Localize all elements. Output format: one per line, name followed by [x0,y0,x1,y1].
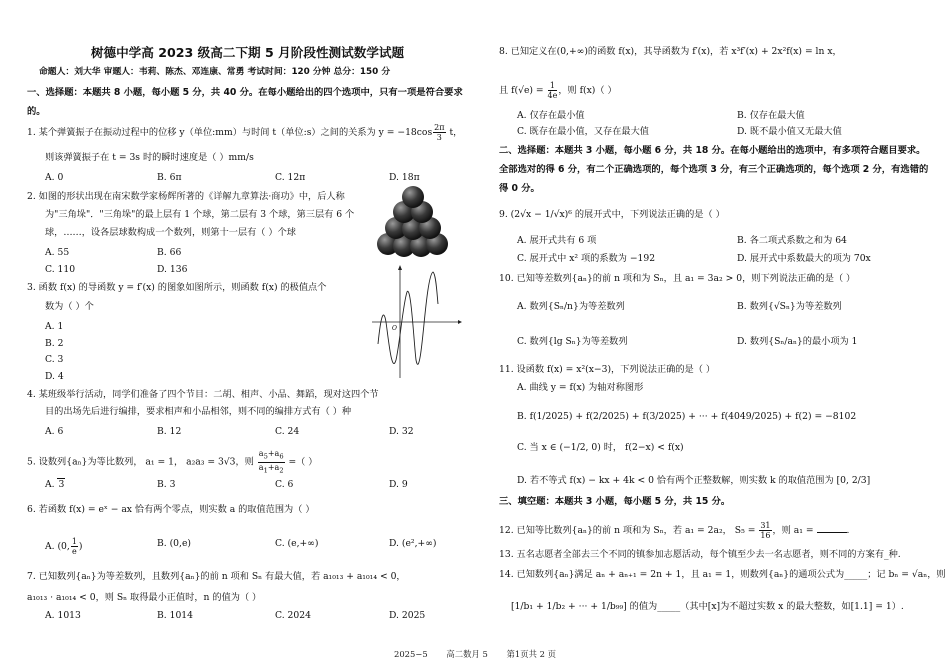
q10-option-c: C. 数列{lg Sₙ}为等差数列 [517,336,628,347]
q7-option-d: D. 2025 [389,610,426,621]
derivative-graph [370,264,462,380]
q2-line2: 为"三角垛"．"三角垛"的最上层有 1 个球，第二层有 3 个球，第三层有 6 个 [45,209,355,220]
q4-line2: 目的出场先后进行编排，要求相声和小品相邻，则不同的编排方式有（ ）种 [45,406,352,417]
q6-option-a: A. (0, $\frac{1}{e}$ ) [45,537,83,556]
q11-option-d: D. 若不等式 f(x) − kx + 4k < 0 恰有两个正整数解，则实数 k 的取值范围为 [0, 2/3] [517,475,871,486]
q8-option-c: C. 既存在最小值，又存在最大值 [517,126,649,137]
q4-option-c: C. 24 [275,426,300,437]
q6-option-c: C. (e,+∞) [275,538,319,549]
q4-option-d: D. 32 [389,426,414,437]
section-two-heading: 二、选择题：本题共 3 小题，每小题 6 分，共 18 分。在每小题给出的选项中，有多项符合题目要求。全部选对的得 6 分，有二个正确选项的，每个选项 3 分，有三个正确选项的，每个选项 2 分，有选错的得 0 分。 [499,145,929,194]
q3-option-c: C. 3 [45,354,64,365]
q9-line1: 9. (2√x − 1/√x)⁶ 的展开式中，下列说法正确的是（ ） [499,209,725,220]
q5-option-a: A. 3 [45,479,65,490]
q14-line1: 14. 已知数列{aₙ}满足 aₙ + aₙ₊₁ = 2n + 1，且 a₁ = 1，则数列{aₙ}的通项公式为_____；记 bₙ = √aₙ，则 [499,569,946,580]
q1-option-a: A. 0 [45,172,64,183]
q13-line1: 13. 五名志愿者全部去三个不同的镇参加志愿活动，每个镇至少去一名志愿者，则不同的方案有_种. [499,549,901,560]
q5-line1: 5. 设数列{aₙ}为等比数列， a₁ = 1， a₂a₃ = 3√3，则 $\frac{a_5+a_6}{a_1+a_2}$ =（ ） [27,449,318,475]
q7-line2: a₁₀₁₃ · a₁₀₁₄ < 0，则 Sₙ 取得最小正值时，n 的值为（ ） [27,592,262,603]
q1-option-c: C. 12π [275,172,306,183]
q6-option-d: D. (e²,+∞) [389,538,437,549]
page-title: 树德中学高 2023 级高二下期 5 月阶段性测试数学试题 [90,45,405,60]
q9-option-b: B. 各二项式系数之和为 64 [737,235,847,246]
q11-option-c: C. 当 x ∈ (−1/2, 0) 时， f(2−x) < f(x) [517,442,684,453]
q7-option-c: C. 2024 [275,610,311,621]
q10-option-a: A. 数列{Sₙ/n}为等差数列 [517,301,625,312]
page-footer [0,648,950,660]
stacked-balls-image [374,186,452,260]
q2-option-b: B. 66 [157,247,182,258]
q7-option-b: B. 1014 [157,610,193,621]
q3-option-b: B. 2 [45,338,64,349]
q1-line1: 1. 某个弹簧振子在振动过程中的位移 y（单位:mm）与时间 t（单位:s）之间的关系为 y = −18cos $\frac{2\pi}{3}$ t， [27,123,463,142]
q2-line3: 球，……，设各层球数构成一个数列，则第十一层有（ ）个球 [45,227,296,238]
q10-option-b: B. 数列{√Sₙ}为等差数列 [737,301,842,312]
q5-option-b: B. 3 [157,479,176,490]
q11-option-a: A. 曲线 y = f(x) 为轴对称图形 [517,382,644,393]
graph-origin-label: O [392,325,397,332]
footer-page: 第1页共 2 页 [506,649,556,659]
q4-option-a: A. 6 [45,426,64,437]
q1-option-d: D. 18π [389,172,420,183]
q8-line1: 8. 已知定义在(0,+∞)的函数 f(x)，其导函数为 f′(x)，若 x³f′(x) + 2x²f(x) = ln x， [499,46,842,57]
q3-option-a: A. 1 [45,321,64,332]
q8-option-d: D. 既不最小值又无最大值 [737,126,842,137]
q4-line1: 4. 某班级举行活动，同学们准备了四个节目：二胡、相声、小品、舞蹈，现对这四个节 [27,389,379,400]
footer-date: 2025−5 [394,649,428,659]
section-one-heading: 一、选择题：本题共 8 小题，每小题 5 分，共 40 分。在每小题给出的四个选项中，只有一项是符合要求的。 [27,87,463,117]
q6-option-b: B. (0,e) [157,538,191,549]
q9-option-a: A. 展开式共有 6 项 [517,235,597,246]
q11-option-b: B. f(1/2025) + f(2/2025) + f(3/2025) + ··· + f(4049/2025) + f(2) = −8102 [517,411,857,422]
q8-line2: 且 f(√e) = $\frac{1}{4e}$ ，则 f(x)（ ） [499,81,617,100]
q3-line1: 3. 函数 f(x) 的导函数 y = f′(x) 的图象如图所示，则函数 f(x) 的极值点个 [27,282,327,293]
q5-option-d: D. 9 [389,479,408,490]
q10-option-d: D. 数列{Sₙ/aₙ}的最小项为 1 [737,336,858,347]
q6-line1: 6. 若函数 f(x) = eˣ − ax 恰有两个零点，则实数 a 的取值范围为（ ） [27,504,315,515]
q8-option-a: A. 仅存在最小值 [517,110,585,121]
q2-option-d: D. 136 [157,264,188,275]
q7-line1: 7. 已知数列{aₙ}为等差数列，且数列{aₙ}的前 n 项和 Sₙ 有最大值，若 a₁₀₁₃ + a₁₀₁₄ < 0， [27,571,406,582]
q4-option-b: B. 12 [157,426,182,437]
q12-line1: 12. 已知等比数列{aₙ}的前 n 项和为 Sₙ，若 a₁ = 2a₂， S₅ = $\frac{31}{16}$ ，则 a₁ = . [499,521,850,540]
q3-option-d: D. 4 [45,371,64,382]
q9-option-d: D. 展开式中系数最大的项为 70x [737,253,871,264]
q1-line2: 则该弹簧振子在 t = 3s 时的瞬时速度是（ ）mm/s [45,152,254,163]
q2-option-a: A. 55 [45,247,70,258]
q2-line1: 2. 如图的形状出现在南宋数学家杨辉所著的《详解九章算法·商功》中，后人称 [27,191,345,202]
q11-line1: 11. 设函数 f(x) = x²(x−3)，下列说法正确的是（ ） [499,364,716,375]
q7-option-a: A. 1013 [45,610,81,621]
q9-option-c: C. 展开式中 x² 项的系数为 −192 [517,253,656,264]
q3-line2: 数为（ ）个 [45,301,94,312]
footer-class: 高二数月 5 [446,649,488,659]
q8-option-b: B. 仅存在最大值 [737,110,805,121]
q2-option-c: C. 110 [45,264,76,275]
q1-option-b: B. 6π [157,172,182,183]
exam-info: 命题人：刘大华 审题人：韦莉、陈杰、邓连康、常勇 考试时间：120 分钟 总分：150 分 [39,67,391,77]
section-three-heading: 三、填空题：本题共 3 小题，每小题 5 分，共 15 分。 [499,496,731,507]
q5-option-c: C. 6 [275,479,294,490]
q10-line1: 10. 已知等差数列{aₙ}的前 n 项和为 Sₙ，且 a₁ = 3a₂ > 0，则下列说法正确的是（ ） [499,273,856,284]
q14-line2: [1/b₁ + 1/b₂ + ··· + 1/b₉₉] 的值为_____（其中[x]为不超过实数 x 的最大整数，如[1.1] = 1）. [511,601,904,612]
